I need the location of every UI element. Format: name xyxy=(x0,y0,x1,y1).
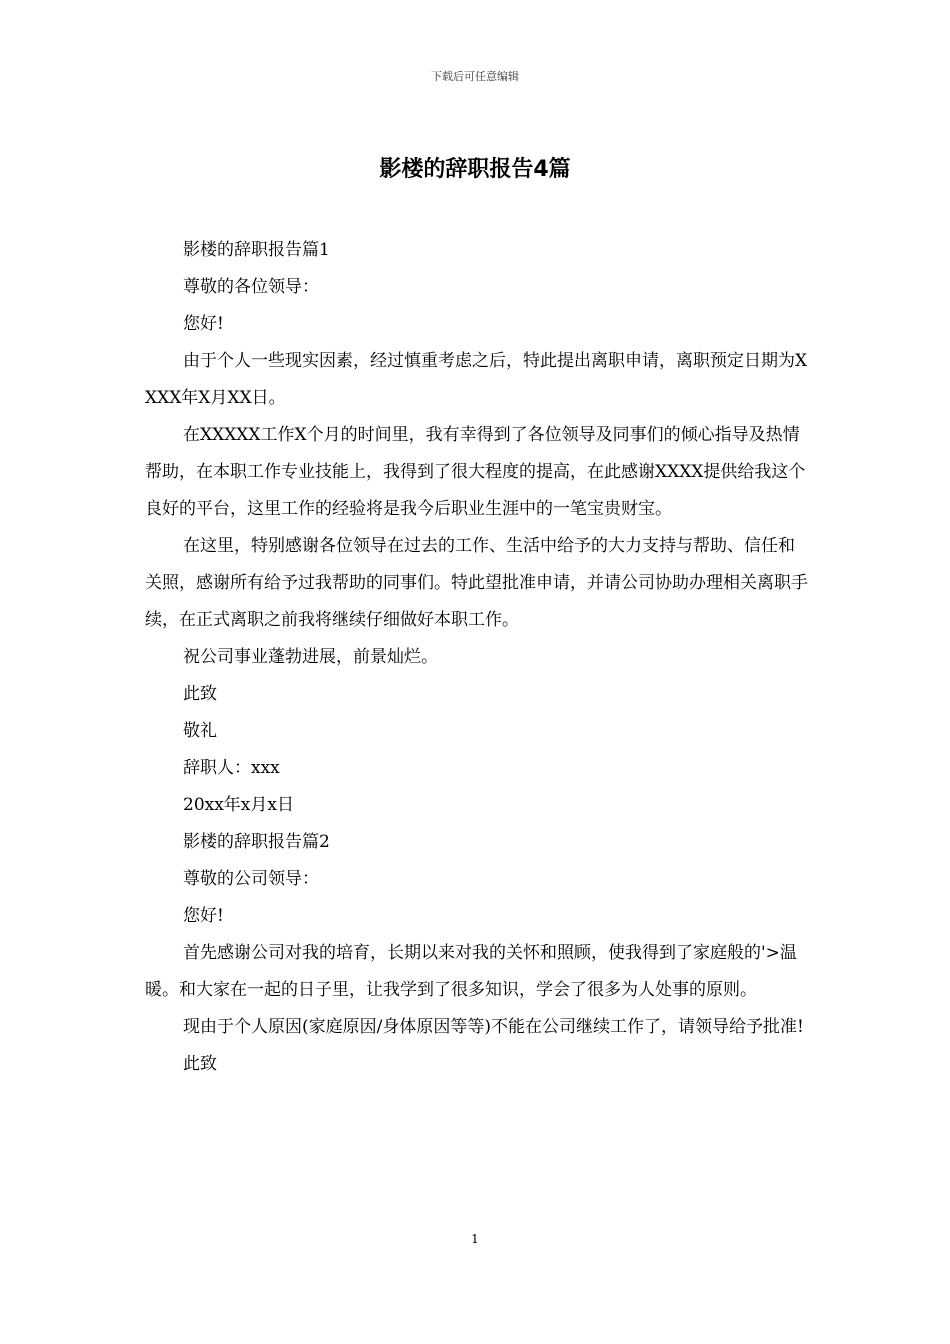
document-title: 影楼的辞职报告4篇 xyxy=(379,157,571,182)
paragraph-salutation-1: 尊敬的各位领导： xyxy=(183,277,319,297)
paragraph-section-heading-2: 影楼的辞职报告篇2 xyxy=(183,832,330,852)
paragraph-body: 现由于个人原因(家庭原因/身体原因等等)不能在公司继续工作了，请领导给予批准! xyxy=(183,1017,804,1037)
paragraph-body: 在这里，特别感谢各位领导在过去的工作、生活中给予的大力支持与帮助、信任和关照，感谢所有给予过我帮助的同事们。特此望批准申请，并请公司协助办理相关离职手续，在正式离职之前我将继续仔细做好本职工作。 xyxy=(145,536,808,630)
paragraph-body: 首先感谢公司对我的培育，长期以来对我的关怀和照顾，使我得到了家庭般的'>温暖。和大家在一起的日子里，让我学到了很多知识，学会了很多为人处事的原则。 xyxy=(145,943,797,1000)
document-body xyxy=(145,232,810,1083)
paragraph-signer: 辞职人：xxx xyxy=(183,758,280,778)
paragraph-body: 由于个人一些现实因素，经过慎重考虑之后，特此提出离职申请，离职预定日期为XXXX年X月XX日。 xyxy=(145,351,808,408)
paragraph-body: 在XXXXX工作X个月的时间里，我有幸得到了各位领导及同事们的倾心指导及热情帮助，在本职工作专业技能上，我得到了很大程度的提高，在此感谢XXXX提供给我这个良好的平台，这里工作的经验将是我今后职业生涯中的一笔宝贵财宝。 xyxy=(145,425,806,519)
paragraph-section-heading-1: 影楼的辞职报告篇1 xyxy=(183,240,330,260)
paragraph-salutation-2: 尊敬的公司领导： xyxy=(183,869,319,889)
paragraph-closing: 敬礼 xyxy=(183,721,217,741)
paragraph-greeting-1: 您好! xyxy=(183,314,224,334)
paragraph-closing: 此致 xyxy=(183,684,217,704)
paragraph-closing: 此致 xyxy=(183,1054,217,1074)
paragraph-body: 祝公司事业蓬勃进展，前景灿烂。 xyxy=(183,647,438,667)
paragraph-greeting-2: 您好! xyxy=(183,906,224,926)
paragraph-date: 20xx年x月x日 xyxy=(183,795,294,815)
page-number: 1 xyxy=(471,1232,479,1246)
page-header-note: 下载后可任意编辑 xyxy=(431,70,519,83)
